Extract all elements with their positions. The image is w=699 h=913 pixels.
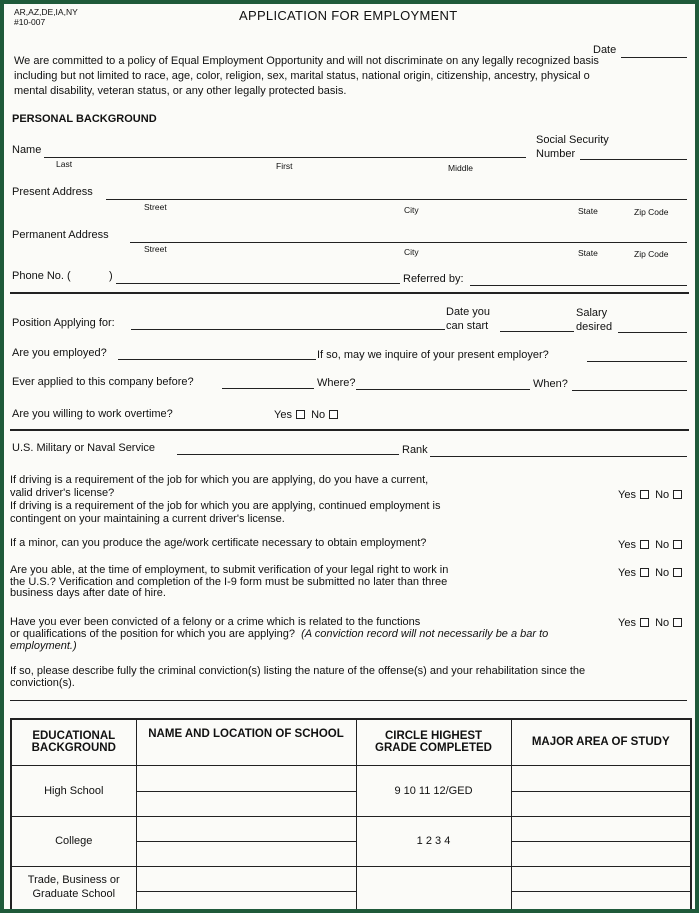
education-header-row bbox=[11, 719, 691, 765]
felony-note: (A conviction record will not necessarily be a bar to bbox=[301, 628, 549, 640]
rank-field[interactable] bbox=[430, 456, 687, 457]
i9-options bbox=[618, 567, 685, 579]
minor-no-checkbox[interactable] bbox=[673, 540, 682, 549]
minor-yes-checkbox[interactable] bbox=[640, 540, 649, 549]
state-label: State bbox=[578, 206, 598, 216]
conviction-question bbox=[10, 665, 585, 689]
applied-label: Ever applied to this company before? bbox=[12, 376, 194, 388]
no-label: No bbox=[655, 539, 670, 551]
phone-field[interactable] bbox=[116, 283, 400, 284]
question-line: the U.S.? Verification and completion of the I-9 form must be submitted no later than three bbox=[10, 575, 448, 588]
grade-options[interactable] bbox=[356, 866, 511, 909]
present-address-field[interactable] bbox=[106, 199, 687, 200]
first-label: First bbox=[276, 161, 293, 171]
yes-label: Yes bbox=[618, 567, 636, 579]
start-date-label bbox=[446, 305, 490, 333]
inquire-label: If so, may we inquire of your present employer? bbox=[317, 349, 549, 361]
overtime-label: Are you willing to work overtime? bbox=[12, 408, 173, 420]
write-line[interactable] bbox=[512, 791, 691, 816]
yes-label: Yes bbox=[274, 409, 292, 421]
write-line[interactable] bbox=[137, 791, 356, 816]
start-date-field[interactable] bbox=[500, 331, 574, 332]
label-line: Trade, Business or bbox=[27, 873, 120, 886]
i9-question bbox=[10, 565, 448, 600]
write-line[interactable] bbox=[137, 817, 356, 841]
military-field[interactable] bbox=[177, 454, 399, 455]
overtime-no-checkbox[interactable] bbox=[329, 410, 338, 419]
grade-completed-header bbox=[356, 719, 511, 765]
question-line: If driving is a requirement of the job for which you are applying, do you have a current, bbox=[10, 474, 429, 486]
school-cell[interactable] bbox=[136, 765, 356, 816]
middle-label: Middle bbox=[448, 163, 474, 173]
start-date-line2: can start bbox=[446, 320, 489, 332]
question-line bbox=[10, 640, 548, 652]
street-label: Street bbox=[144, 202, 167, 212]
felony-no-checkbox[interactable] bbox=[673, 618, 682, 627]
permanent-address-label: Permanent Address bbox=[12, 229, 109, 241]
driving-options bbox=[618, 489, 685, 501]
form-codes bbox=[14, 7, 78, 27]
no-label: No bbox=[655, 617, 670, 629]
date-field[interactable] bbox=[621, 57, 687, 58]
ssn-label-line2: Number bbox=[536, 148, 576, 160]
street-label: Street bbox=[144, 244, 167, 254]
question-line: conviction(s). bbox=[10, 677, 75, 689]
salary-line2: desired bbox=[576, 321, 613, 333]
city-label: City bbox=[404, 247, 419, 257]
applied-field[interactable] bbox=[222, 388, 314, 389]
grade-options[interactable]: 1 2 3 4 bbox=[356, 816, 511, 866]
question-line: Have you ever been convicted of a felony or a crime which is related to the functions bbox=[10, 616, 421, 628]
eeo-line: We are committed to a policy of Equal Employment Opportunity and will not discriminate on any legally recognized basis bbox=[14, 55, 599, 67]
yes-label: Yes bbox=[618, 539, 636, 551]
start-date-line1: Date you bbox=[446, 306, 491, 318]
permanent-address-field[interactable] bbox=[130, 242, 687, 243]
question-line-text: or qualifications of the position for which you are applying? bbox=[10, 628, 295, 640]
where-label: Where? bbox=[317, 377, 356, 389]
header-line: CIRCLE HIGHEST bbox=[384, 730, 483, 743]
overtime-yes-checkbox[interactable] bbox=[296, 410, 305, 419]
rank-label: Rank bbox=[402, 444, 428, 456]
section-divider bbox=[10, 292, 689, 294]
position-label: Position Applying for: bbox=[12, 317, 115, 329]
driving-question bbox=[10, 474, 440, 526]
eeo-line: mental disability, veteran status, or any other legally protected basis. bbox=[14, 85, 347, 97]
position-field[interactable] bbox=[131, 329, 445, 330]
eeo-statement bbox=[14, 54, 599, 99]
state-codes: AR,AZ,DE,IA,NY bbox=[14, 7, 78, 17]
phone-label: Phone No. ( bbox=[12, 270, 71, 282]
i9-yes-checkbox[interactable] bbox=[640, 568, 649, 577]
when-field[interactable] bbox=[572, 390, 687, 391]
phone-paren: ) bbox=[109, 270, 113, 282]
write-line[interactable] bbox=[512, 817, 691, 841]
application-form bbox=[4, 4, 695, 909]
grade-options[interactable]: 9 10 11 12/GED bbox=[356, 765, 511, 816]
write-line[interactable] bbox=[137, 891, 356, 910]
major-cell[interactable] bbox=[511, 816, 691, 866]
salary-field[interactable] bbox=[618, 332, 687, 333]
felony-yes-checkbox[interactable] bbox=[640, 618, 649, 627]
referred-label: Referred by: bbox=[403, 273, 464, 285]
when-label: When? bbox=[533, 378, 568, 390]
write-line[interactable] bbox=[512, 766, 691, 791]
write-line[interactable] bbox=[137, 867, 356, 891]
yes-label: Yes bbox=[618, 489, 636, 501]
header-line: EDUCATIONAL bbox=[32, 730, 116, 743]
table-row bbox=[11, 866, 691, 909]
name-field[interactable] bbox=[44, 157, 526, 158]
question-line: If so, please describe fully the criminal conviction(s) listing the nature of the offense(s) and your rehabilitation since the bbox=[10, 665, 586, 677]
school-cell[interactable] bbox=[136, 866, 356, 909]
question-line: Are you able, at the time of employment, to submit verification of your legal right to work in bbox=[10, 564, 449, 576]
military-label: U.S. Military or Naval Service bbox=[12, 442, 156, 454]
educational-background-header bbox=[11, 719, 136, 765]
table-row bbox=[11, 765, 691, 816]
driving-yes-checkbox[interactable] bbox=[640, 490, 649, 499]
minor-question: If a minor, can you produce the age/work certificate necessary to obtain employment? bbox=[10, 537, 427, 549]
major-cell[interactable] bbox=[511, 866, 691, 909]
major-study-header: MAJOR AREA OF STUDY bbox=[511, 719, 691, 765]
present-address-label: Present Address bbox=[12, 186, 93, 198]
question-line: business days after date of hire. bbox=[10, 587, 166, 599]
where-field[interactable] bbox=[356, 389, 530, 390]
felony-question bbox=[10, 616, 548, 652]
yes-label: Yes bbox=[618, 617, 636, 629]
referred-field[interactable] bbox=[470, 285, 687, 286]
felony-options bbox=[618, 617, 685, 629]
minor-options bbox=[618, 539, 685, 551]
question-line: If driving is a requirement of the job for which you are applying, continued employment is bbox=[10, 500, 441, 512]
table-row bbox=[11, 816, 691, 866]
felony-note-end: employment.) bbox=[10, 640, 77, 652]
personal-section-title: PERSONAL BACKGROUND bbox=[12, 113, 157, 125]
zip-label: Zip Code bbox=[634, 249, 669, 259]
label-line: Graduate School bbox=[32, 887, 116, 900]
ssn-label bbox=[536, 133, 609, 161]
no-label: No bbox=[655, 489, 670, 501]
salary-line1: Salary bbox=[576, 307, 608, 319]
question-line: contingent on your maintaining a current driver's license. bbox=[10, 513, 285, 525]
write-line[interactable] bbox=[512, 891, 691, 910]
overtime-options bbox=[274, 409, 341, 421]
inquire-field[interactable] bbox=[587, 361, 687, 362]
name-label: Name bbox=[12, 144, 42, 156]
no-label: No bbox=[655, 567, 670, 579]
write-line[interactable] bbox=[512, 867, 691, 891]
school-name-header: NAME AND LOCATION OF SCHOOL bbox=[136, 719, 356, 765]
form-title: APPLICATION FOR EMPLOYMENT bbox=[239, 8, 458, 23]
employed-field[interactable] bbox=[118, 359, 316, 360]
state-label: State bbox=[578, 248, 598, 258]
eeo-line: including but not limited to race, age, color, religion, sex, marital status, national origin, citizenship, ancestry, physical o bbox=[14, 70, 590, 82]
last-label: Last bbox=[56, 159, 73, 169]
city-label: City bbox=[404, 205, 419, 215]
driving-no-checkbox[interactable] bbox=[673, 490, 682, 499]
form-number: #10-007 bbox=[14, 17, 46, 27]
write-line[interactable] bbox=[137, 766, 356, 791]
employed-label: Are you employed? bbox=[12, 347, 107, 359]
header-line: GRADE COMPLETED bbox=[375, 742, 492, 755]
zip-label: Zip Code bbox=[634, 207, 669, 217]
date-label: Date bbox=[593, 44, 617, 56]
no-label: No bbox=[311, 409, 326, 421]
header-line: BACKGROUND bbox=[31, 742, 116, 755]
salary-label bbox=[576, 306, 612, 334]
school-cell[interactable] bbox=[136, 816, 356, 866]
education-level-label bbox=[11, 866, 136, 909]
write-line[interactable] bbox=[512, 841, 691, 866]
section-divider bbox=[10, 429, 689, 431]
question-line bbox=[10, 628, 548, 640]
i9-no-checkbox[interactable] bbox=[673, 568, 682, 577]
write-line[interactable] bbox=[137, 841, 356, 866]
ssn-field[interactable] bbox=[580, 159, 687, 160]
education-level-label: College bbox=[11, 816, 136, 866]
education-level-label: High School bbox=[11, 765, 136, 816]
question-line: valid driver's license? bbox=[10, 487, 115, 499]
major-cell[interactable] bbox=[511, 765, 691, 816]
conviction-field[interactable] bbox=[10, 700, 687, 701]
education-table bbox=[10, 718, 692, 909]
ssn-label-line1: Social Security bbox=[536, 134, 609, 146]
